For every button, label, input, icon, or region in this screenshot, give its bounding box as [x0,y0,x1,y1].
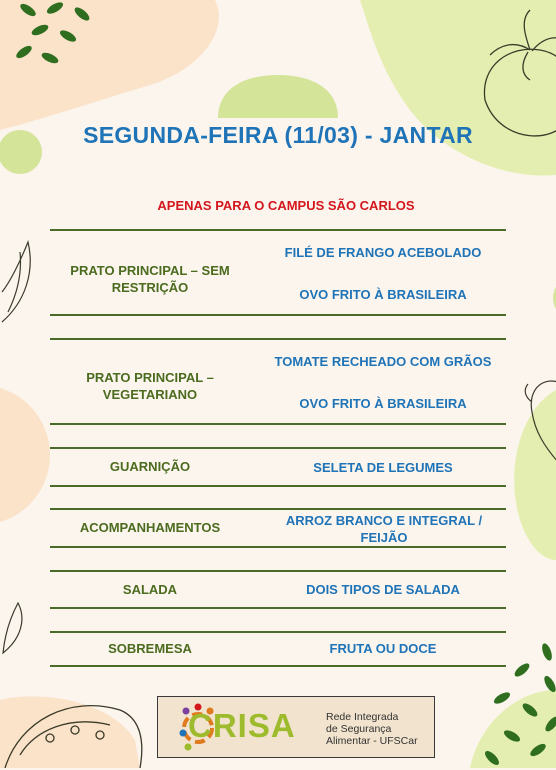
table-divider [50,338,506,340]
leaf-decoration-icon [472,640,556,770]
menu-category: PRATO PRINCIPAL – VEGETARIANO [86,370,214,402]
menu-item: OVO FRITO À BRASILEIRA [299,396,467,411]
table-divider [50,423,506,425]
menu-item: FILÉ DE FRANGO ACEBOLADO [284,245,482,260]
page-title: SEGUNDA-FEIRA (11/03) - JANTAR [83,122,473,148]
table-divider [50,508,506,510]
menu-category: GUARNIÇÃO [109,459,191,474]
menu-category: SALADA [122,582,178,597]
menu-category: PRATO PRINCIPAL – SEM RESTRIÇÃO [70,263,230,295]
small-leaf-icon [0,598,30,658]
table-divider [50,607,506,609]
leaf-decoration-icon [10,0,110,70]
logo-tagline: Rede Integrada de Segurança Alimentar - UFSCar [326,711,418,747]
table-divider [50,447,506,449]
table-divider [50,229,506,231]
menu-category: ACOMPANHAMENTOS [79,520,221,535]
taco-illustration-icon [0,690,150,770]
menu-item: TOMATE RECHEADO COM GRÃOS [274,354,492,369]
menu-item: DOIS TIPOS DE SALADA [306,582,460,597]
campus-notice: APENAS PARA O CAMPUS SÃO CARLOS [157,198,415,213]
menu-category: SOBREMESA [108,641,192,656]
lettuce-illustration-icon [0,232,40,327]
menu-item: ARROZ BRANCO E INTEGRAL / FEIJÃO [285,513,483,545]
table-divider [50,631,506,633]
menu-item: OVO FRITO À BRASILEIRA [299,287,467,302]
menu-item: SELETA DE LEGUMES [313,460,453,475]
menu-item: FRUTA OU DOCE [329,641,437,656]
table-divider [50,665,506,667]
table-divider [50,314,506,316]
logo-wordmark: CRISA [188,707,296,744]
table-divider [50,570,506,572]
table-divider [50,485,506,487]
table-divider [50,546,506,548]
vegetable-illustration-icon [520,372,556,472]
crisa-logo [157,696,435,758]
